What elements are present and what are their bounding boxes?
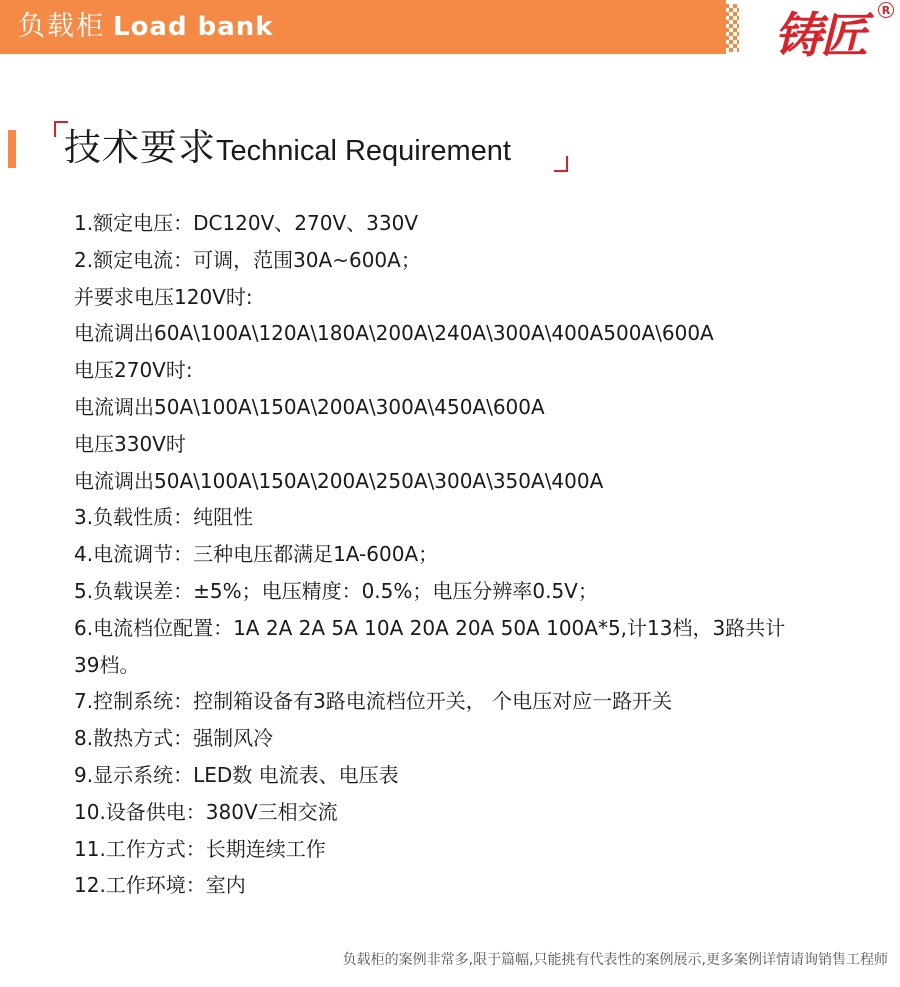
- requirement-line: 电流调出60A\100A\120A\180A\200A\240A\300A\400A500A\600A: [74, 321, 714, 346]
- requirement-line: 11.工作方式：长期连续工作: [74, 836, 326, 861]
- section-title-en: Technical Requirement: [216, 135, 511, 167]
- header-title-cn: 负载柜: [18, 11, 105, 42]
- header-title: [18, 8, 274, 46]
- brand-logo: 铸匠: [774, 8, 867, 64]
- requirement-line: 39档。: [74, 652, 140, 677]
- checker-pattern-decoration: [713, 4, 739, 52]
- title-bracket-bottom-right: [554, 156, 568, 172]
- requirement-line: 3.负载性质：纯阻性: [74, 505, 254, 530]
- requirement-line: 4.电流调节：三种电压都满足1A-600A；: [74, 542, 439, 567]
- requirement-line: 10.设备供电：380V三相交流: [74, 799, 338, 824]
- requirement-line: 并要求电压120V时:: [74, 284, 253, 309]
- requirement-line: 电压270V时:: [74, 358, 193, 383]
- requirement-line: 2.额定电流：可调，范围30A~600A；: [74, 247, 421, 272]
- requirement-line: 电压330V时: [74, 431, 186, 456]
- requirement-line: 电流调出50A\100A\150A\200A\250A\300A\350A\400A: [74, 468, 604, 493]
- requirement-line: 12.工作环境：室内: [74, 873, 246, 898]
- requirement-line: 8.散热方式：强制风冷: [74, 726, 274, 751]
- header-title-en: Load bank: [113, 12, 274, 42]
- section-title-cn: 技术要求: [64, 126, 216, 169]
- requirement-line: 6.电流档位配置：1A 2A 2A 5A 10A 20A 20A 50A 100A*5,计13档，3路共计: [74, 615, 786, 640]
- requirement-line: 7.控制系统：控制箱设备有3路电流档位开关， 个电压对应一路开关: [74, 689, 673, 714]
- requirement-line: 1.额定电压：DC120V、270V、330V: [74, 211, 419, 235]
- header-banner: [0, 0, 726, 54]
- footer-note: 负载柜的案例非常多,限于篇幅,只能挑有代表性的案例展示,更多案例详情请询销售工程师: [342, 952, 888, 968]
- requirement-line: 5.负载误差：±5%；电压精度：0.5%；电压分辨率0.5V；: [74, 578, 598, 603]
- requirement-line: 电流调出50A\100A\150A\200A\300A\450A\600A: [74, 394, 545, 419]
- requirements-list: [74, 205, 882, 904]
- registered-mark-icon: R: [878, 2, 894, 18]
- requirement-line: 9.显示系统：LED数 电流表、电压表: [74, 762, 399, 787]
- section-marker-bar: [8, 130, 16, 168]
- section-title: [64, 124, 511, 172]
